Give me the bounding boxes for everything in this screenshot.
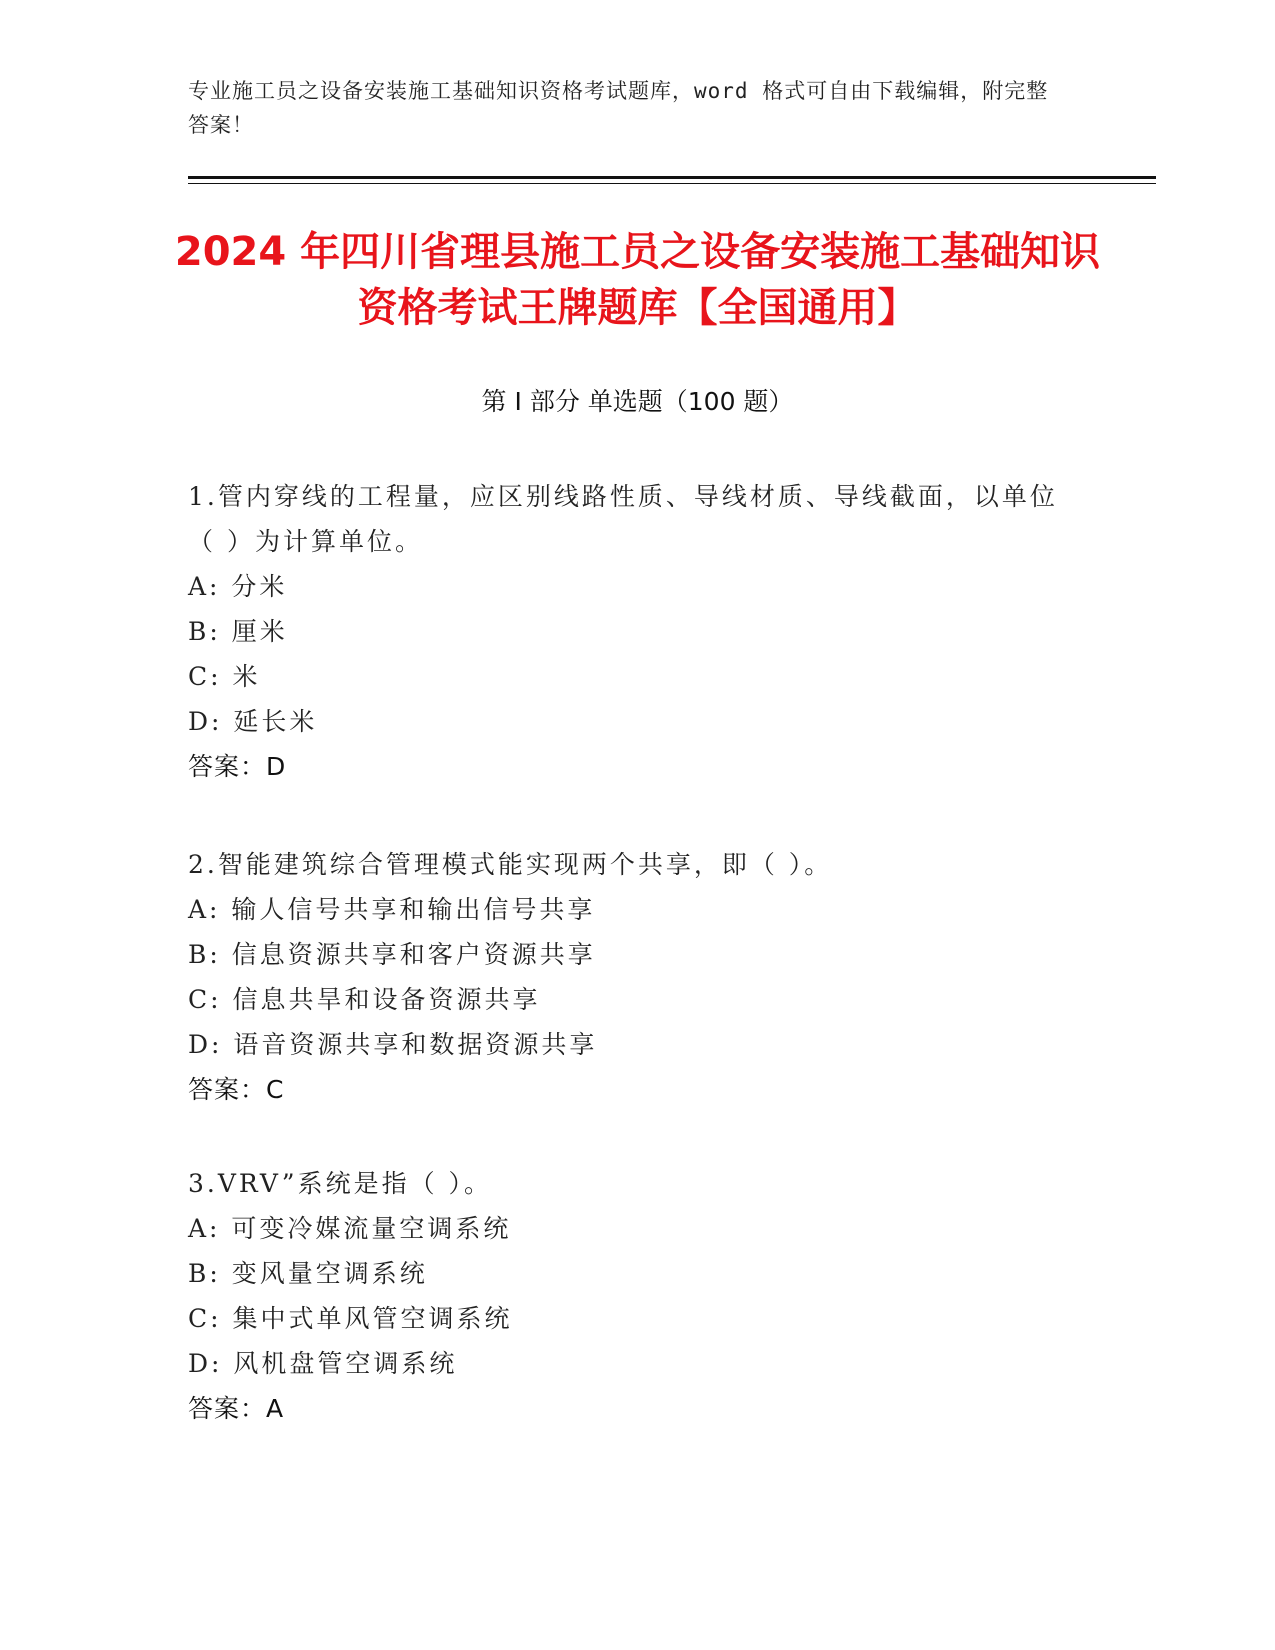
option-a: A: 分米: [188, 572, 288, 601]
option-d: D: 语音资源共享和数据资源共享: [188, 1030, 598, 1059]
question-2: [188, 842, 1068, 1112]
question-stem: 3.VRV”系统是指（ ）。: [188, 1169, 493, 1198]
option-c: C: 米: [188, 662, 261, 691]
question-3: [188, 1161, 1068, 1431]
section-title: 第 I 部分 单选题（100 题）: [481, 387, 794, 416]
option-a: A: 可变冷媒流量空调系统: [188, 1214, 512, 1243]
header-divider-thick: [188, 176, 1156, 179]
question-stem: 2.智能建筑综合管理模式能实现两个共享，即（ ）。: [188, 850, 833, 879]
header-divider-thin: [188, 183, 1156, 184]
header-note: 专业施工员之设备安装施工基础知识资格考试题库，word 格式可自由下载编辑，附完整答案！: [188, 79, 1049, 137]
option-b: B: 变风量空调系统: [188, 1259, 428, 1288]
option-d: D: 延长米: [188, 707, 318, 736]
answer: 答案：A: [188, 1394, 285, 1423]
option-d: D: 风机盘管空调系统: [188, 1349, 458, 1378]
answer: 答案：C: [188, 1075, 285, 1104]
question-1: [188, 474, 1068, 789]
option-a: A: 输人信号共享和输出信号共享: [188, 895, 596, 924]
option-c: C: 集中式单风管空调系统: [188, 1304, 513, 1333]
question-stem: 1.管内穿线的工程量，应区别线路性质、导线材质、导线截面，以单位（ ）为计算单位。: [188, 482, 1058, 556]
option-b: B: 厘米: [188, 617, 288, 646]
option-b: B: 信息资源共享和客户资源共享: [188, 940, 596, 969]
answer: 答案：D: [188, 752, 287, 781]
document-title: 2024 年四川省理县施工员之设备安装施工基础知识资格考试王牌题库【全国通用】: [174, 229, 1101, 331]
option-c: C: 信息共旱和设备资源共享: [188, 985, 541, 1014]
